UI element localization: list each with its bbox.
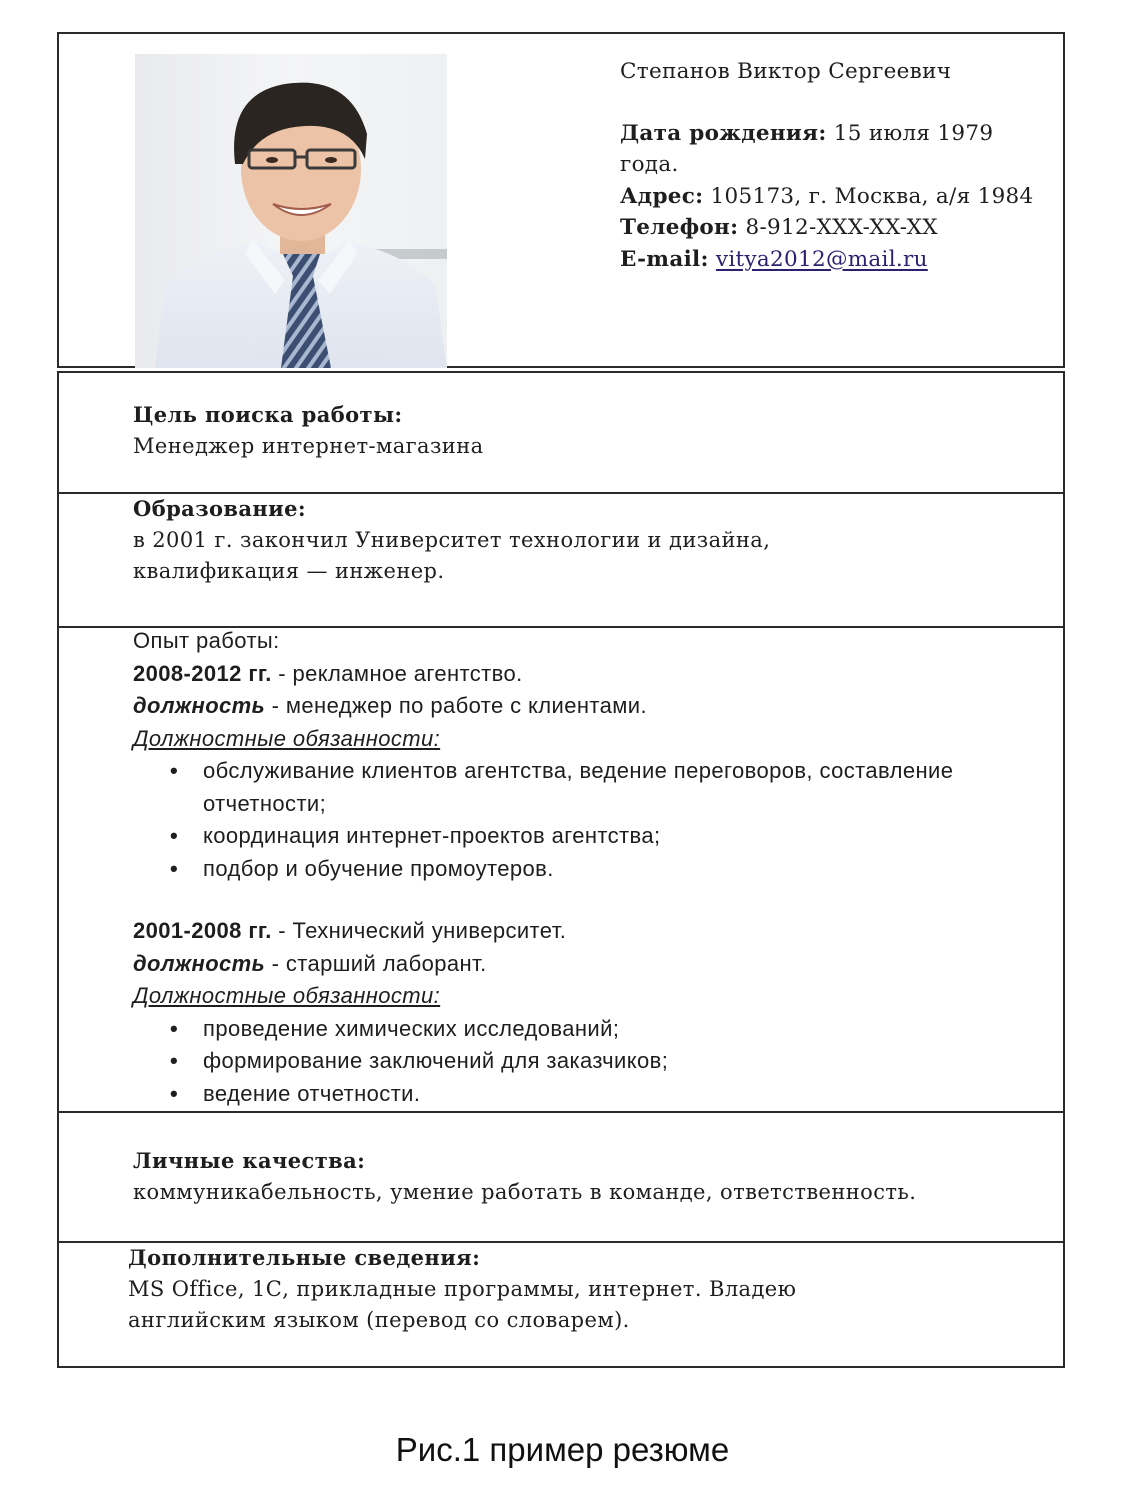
job-entry	[133, 658, 1053, 886]
duties-list	[133, 1013, 1053, 1111]
duties-list	[133, 755, 1053, 885]
extra-title: Дополнительные сведения:	[128, 1245, 481, 1270]
job-period-row	[133, 915, 1053, 948]
address-label: Адрес:	[620, 183, 704, 209]
header-section	[57, 32, 1065, 368]
extra-line-2: английским языком (перевод со словарем).	[128, 1308, 630, 1332]
email-label: E-mail:	[620, 246, 709, 272]
qualities-section	[57, 1112, 1065, 1243]
education-line-1: в 2001 г. закончил Университет технологии и дизайна,	[133, 527, 771, 552]
phone-value: 8-912-XXX-XX-XX	[745, 215, 938, 240]
job-period-row	[133, 658, 1053, 691]
birth-date-row	[620, 118, 1050, 181]
job-period: 2001-2008 гг.	[133, 918, 272, 943]
candidate-name: Степанов Виктор Сергеевич	[620, 59, 952, 84]
birth-date-value: 15 июля 1979 года.	[620, 120, 994, 177]
person-portrait-icon	[135, 54, 447, 368]
education-section	[57, 493, 1065, 628]
candidate-photo	[135, 54, 447, 368]
birth-date-label: Дата рождения:	[620, 120, 827, 146]
email-link[interactable]: vitya2012@mail.ru	[715, 246, 928, 272]
duty-item: • обслуживание клиентов агентства, ведение переговоров, составление отчетности;	[203, 755, 1053, 820]
address-row	[620, 181, 1050, 213]
duty-item: • проведение химических исследований;	[203, 1013, 1053, 1046]
goal-text: Менеджер интернет-магазина	[133, 433, 484, 458]
duty-item: • координация интернет-проектов агентства;	[203, 820, 1053, 853]
job-period: 2008-2012 гг.	[133, 660, 272, 686]
position-label: должность	[133, 693, 266, 718]
job-entry	[133, 915, 1053, 1110]
experience-title: Опыт работы:	[133, 628, 280, 653]
job-position-row	[133, 948, 1053, 981]
extra-section	[57, 1242, 1065, 1368]
address-value: 105173, г. Москва, а/я 1984	[710, 183, 1034, 209]
duty-item: • формирование заключений для заказчиков;	[203, 1045, 1053, 1078]
education-title: Образование:	[133, 496, 307, 521]
job-position: - старший лаборант.	[265, 950, 487, 976]
email-row	[620, 244, 1050, 276]
job-place: - Технический университет.	[271, 918, 567, 943]
extra-line-1: MS Office, 1С, прикладные программы, интернет. Владею	[128, 1276, 797, 1301]
duty-item: • ведение отчетности.	[203, 1078, 1053, 1111]
duties-label: Должностные обязанности:	[133, 983, 441, 1008]
goal-title: Цель поиска работы:	[133, 402, 403, 427]
qualities-text: коммуникабельность, умение работать в команде, ответственность.	[133, 1179, 917, 1204]
phone-label: Телефон:	[620, 215, 739, 240]
job-place: - рекламное агентство.	[271, 660, 523, 686]
education-line-2: квалификация — инженер.	[133, 559, 445, 583]
job-position-row	[133, 690, 1053, 723]
goal-section	[57, 371, 1065, 494]
duties-label: Должностные обязанности:	[133, 725, 441, 751]
resume-page	[57, 32, 1065, 1367]
contact-info	[620, 56, 1050, 275]
job-position: - менеджер по работе с клиентами.	[265, 693, 648, 718]
qualities-title: Личные качества:	[133, 1148, 366, 1173]
experience-section	[57, 627, 1065, 1113]
figure-caption: Рис.1 пример резюме	[395, 1431, 730, 1468]
position-label: должность	[133, 950, 266, 976]
phone-row	[620, 212, 1050, 244]
duty-item: • подбор и обучение промоутеров.	[203, 853, 1053, 886]
